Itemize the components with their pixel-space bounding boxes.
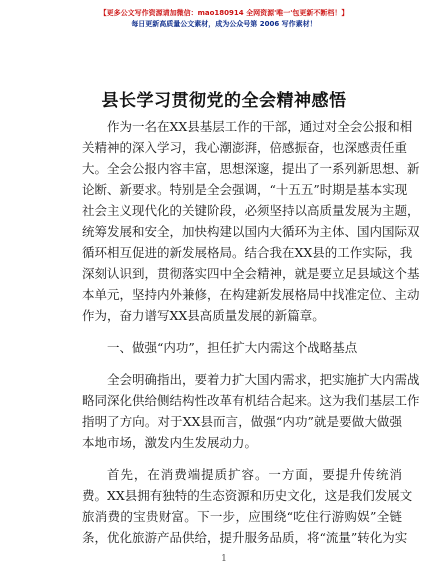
text-line: 旅消费的宝贵财富。下一步，应围绕“吃住行游购娱”全链 xyxy=(82,509,402,524)
paragraph-intro xyxy=(82,116,420,326)
paragraph-domestic-demand xyxy=(82,369,420,453)
section-heading-1 xyxy=(82,337,402,358)
text-line: 全会明确指出，要着力扩大国内需求，把实施扩大内需战 xyxy=(107,372,420,387)
section-heading: 一、做强“内功”，担任扩大内需这个战略基点 xyxy=(107,340,358,355)
text-line: 本地市场，激发内生发展动力。 xyxy=(82,435,258,450)
text-line: 论断、新要求。特别是全会强调，“十五五”时期是基本实现 xyxy=(82,182,408,197)
text-line: 条，优化旅游产品供给，提升服务品质，将“流量”转化为实 xyxy=(82,530,408,545)
text-line: 本单元，坚持内外兼修，在构建新发展格局中找准定位、主动 xyxy=(82,287,420,302)
text-line: 社会主义现代化的关键阶段，必须坚持以高质量发展为主题， xyxy=(82,203,420,218)
text-line: 关精神的深入学习，我心潮澎湃，倍感振奋，也深感责任重 xyxy=(82,140,408,155)
text-line: 大。全会公报内容丰富，思想深邃，提出了一系列新思想、新 xyxy=(82,161,420,176)
text-line: 费。XX县拥有独特的生态资源和历史文化，这是我们发展文 xyxy=(82,488,413,503)
promo-banner-line-2: 每日更新高质量公文素材，成为公众号第 2006 写作素材！ xyxy=(131,20,317,28)
text-line: 作为，奋力谱写XX县高质量发展的新篇章。 xyxy=(82,308,325,323)
document-body xyxy=(82,116,420,548)
text-line: 略同深化供给侧结构性改革有机结合起来。这为我们基层工作 xyxy=(82,393,420,408)
text-line: 作为一名在XX县基层工作的干部，通过对全会公报和相 xyxy=(107,119,413,134)
text-line: 指明了方向。对于XX县而言，做强“内功”就是要做大做强 xyxy=(82,414,402,429)
page-number: 1 xyxy=(221,554,227,564)
text-line: 首先，在消费端提质扩容。一方面，要提升传统消 xyxy=(107,467,402,482)
text-line: 统筹发展和安全，加快构建以国内大循环为主体、国内国际双 xyxy=(82,224,420,239)
text-line: 深刻认识到，贯彻落实四中全会精神，就是要立足县域这个基 xyxy=(82,266,420,281)
document-title: 县长学习贯彻党的全会精神感悟 xyxy=(101,91,347,111)
promo-banner xyxy=(0,8,448,30)
promo-banner-line-1: 【更多公文写作资源请加微信：mao180914 全网资源'唯一'包更新不断档！】 xyxy=(99,9,349,17)
text-line: 循环相互促进的新发展格局。结合我在XX县的工作实际，我 xyxy=(82,245,413,260)
paragraph-consumption xyxy=(82,464,413,548)
